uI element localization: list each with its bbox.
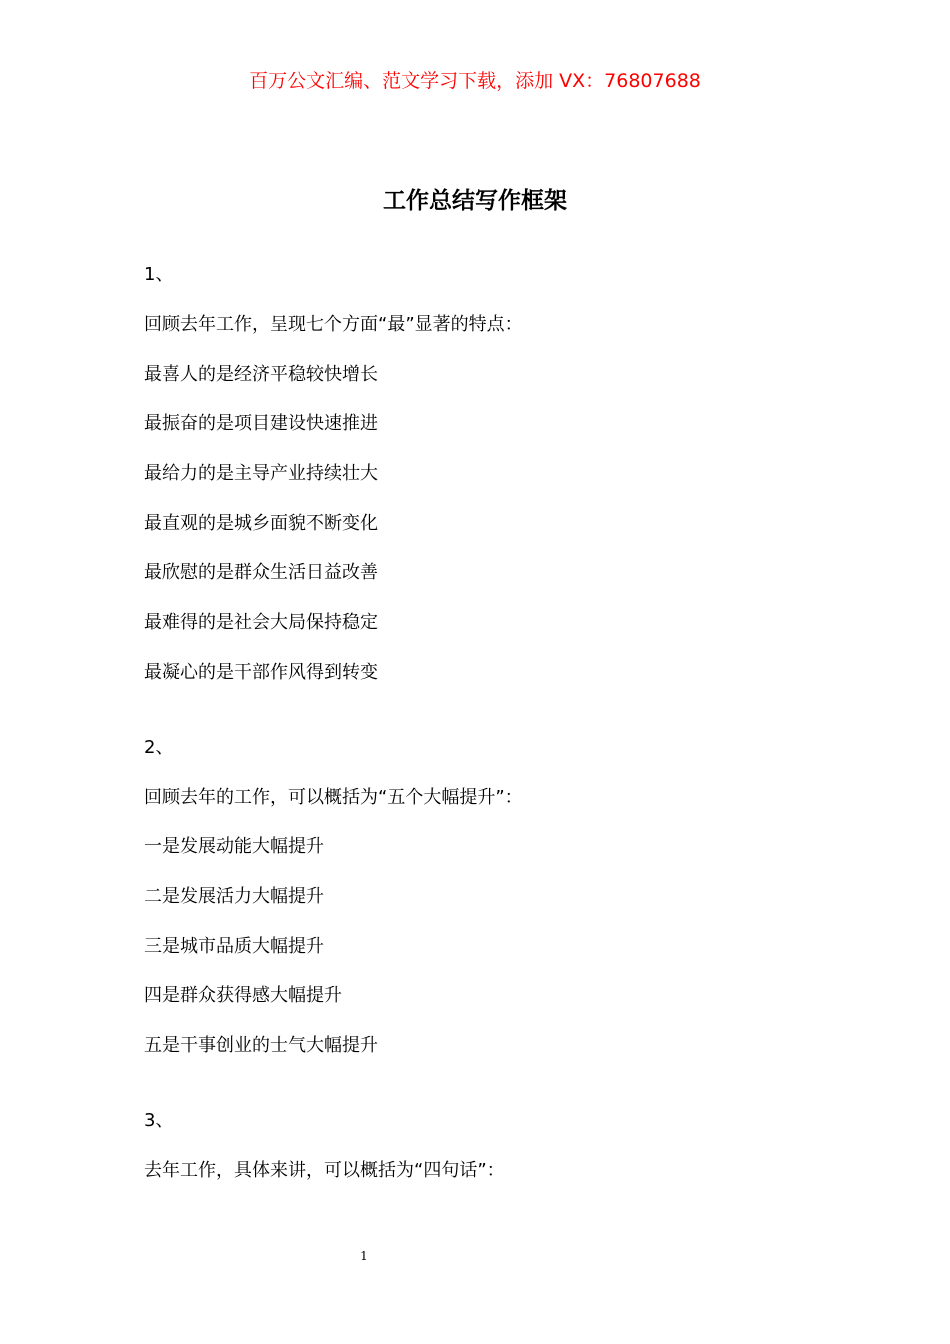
list-item: 最凝心的是干部作风得到转变 [144, 662, 378, 683]
list-item: 四是群众获得感大幅提升 [144, 985, 342, 1006]
watermark-header: 百万公文汇编、范文学习下载，添加 VX：76807688 [249, 70, 701, 92]
list-item: 五是干事创业的士气大幅提升 [144, 1035, 378, 1056]
list-item: 二是发展活力大幅提升 [144, 886, 324, 907]
list-item: 最欣慰的是群众生活日益改善 [144, 562, 378, 583]
list-item: 最喜人的是经济平稳较快增长 [144, 364, 378, 385]
list-item: 最难得的是社会大局保持稳定 [144, 612, 378, 633]
section-intro: 回顾去年工作，呈现七个方面“最”显著的特点： [144, 314, 523, 335]
section-intro: 回顾去年的工作，可以概括为“五个大幅提升”： [144, 787, 523, 808]
list-item: 最直观的是城乡面貌不断变化 [144, 513, 378, 534]
list-item: 一是发展动能大幅提升 [144, 836, 324, 857]
section-number: 3、 [144, 1110, 174, 1131]
section-intro: 去年工作，具体来讲，可以概括为“四句话”： [144, 1160, 505, 1181]
page-number: 1 [360, 1249, 368, 1263]
list-item: 三是城市品质大幅提升 [144, 936, 324, 957]
list-item: 最振奋的是项目建设快速推进 [144, 413, 378, 434]
section-number: 1、 [144, 264, 174, 285]
section-number: 2、 [144, 737, 174, 758]
document-title: 工作总结写作框架 [383, 188, 567, 214]
list-item: 最给力的是主导产业持续壮大 [144, 463, 378, 484]
